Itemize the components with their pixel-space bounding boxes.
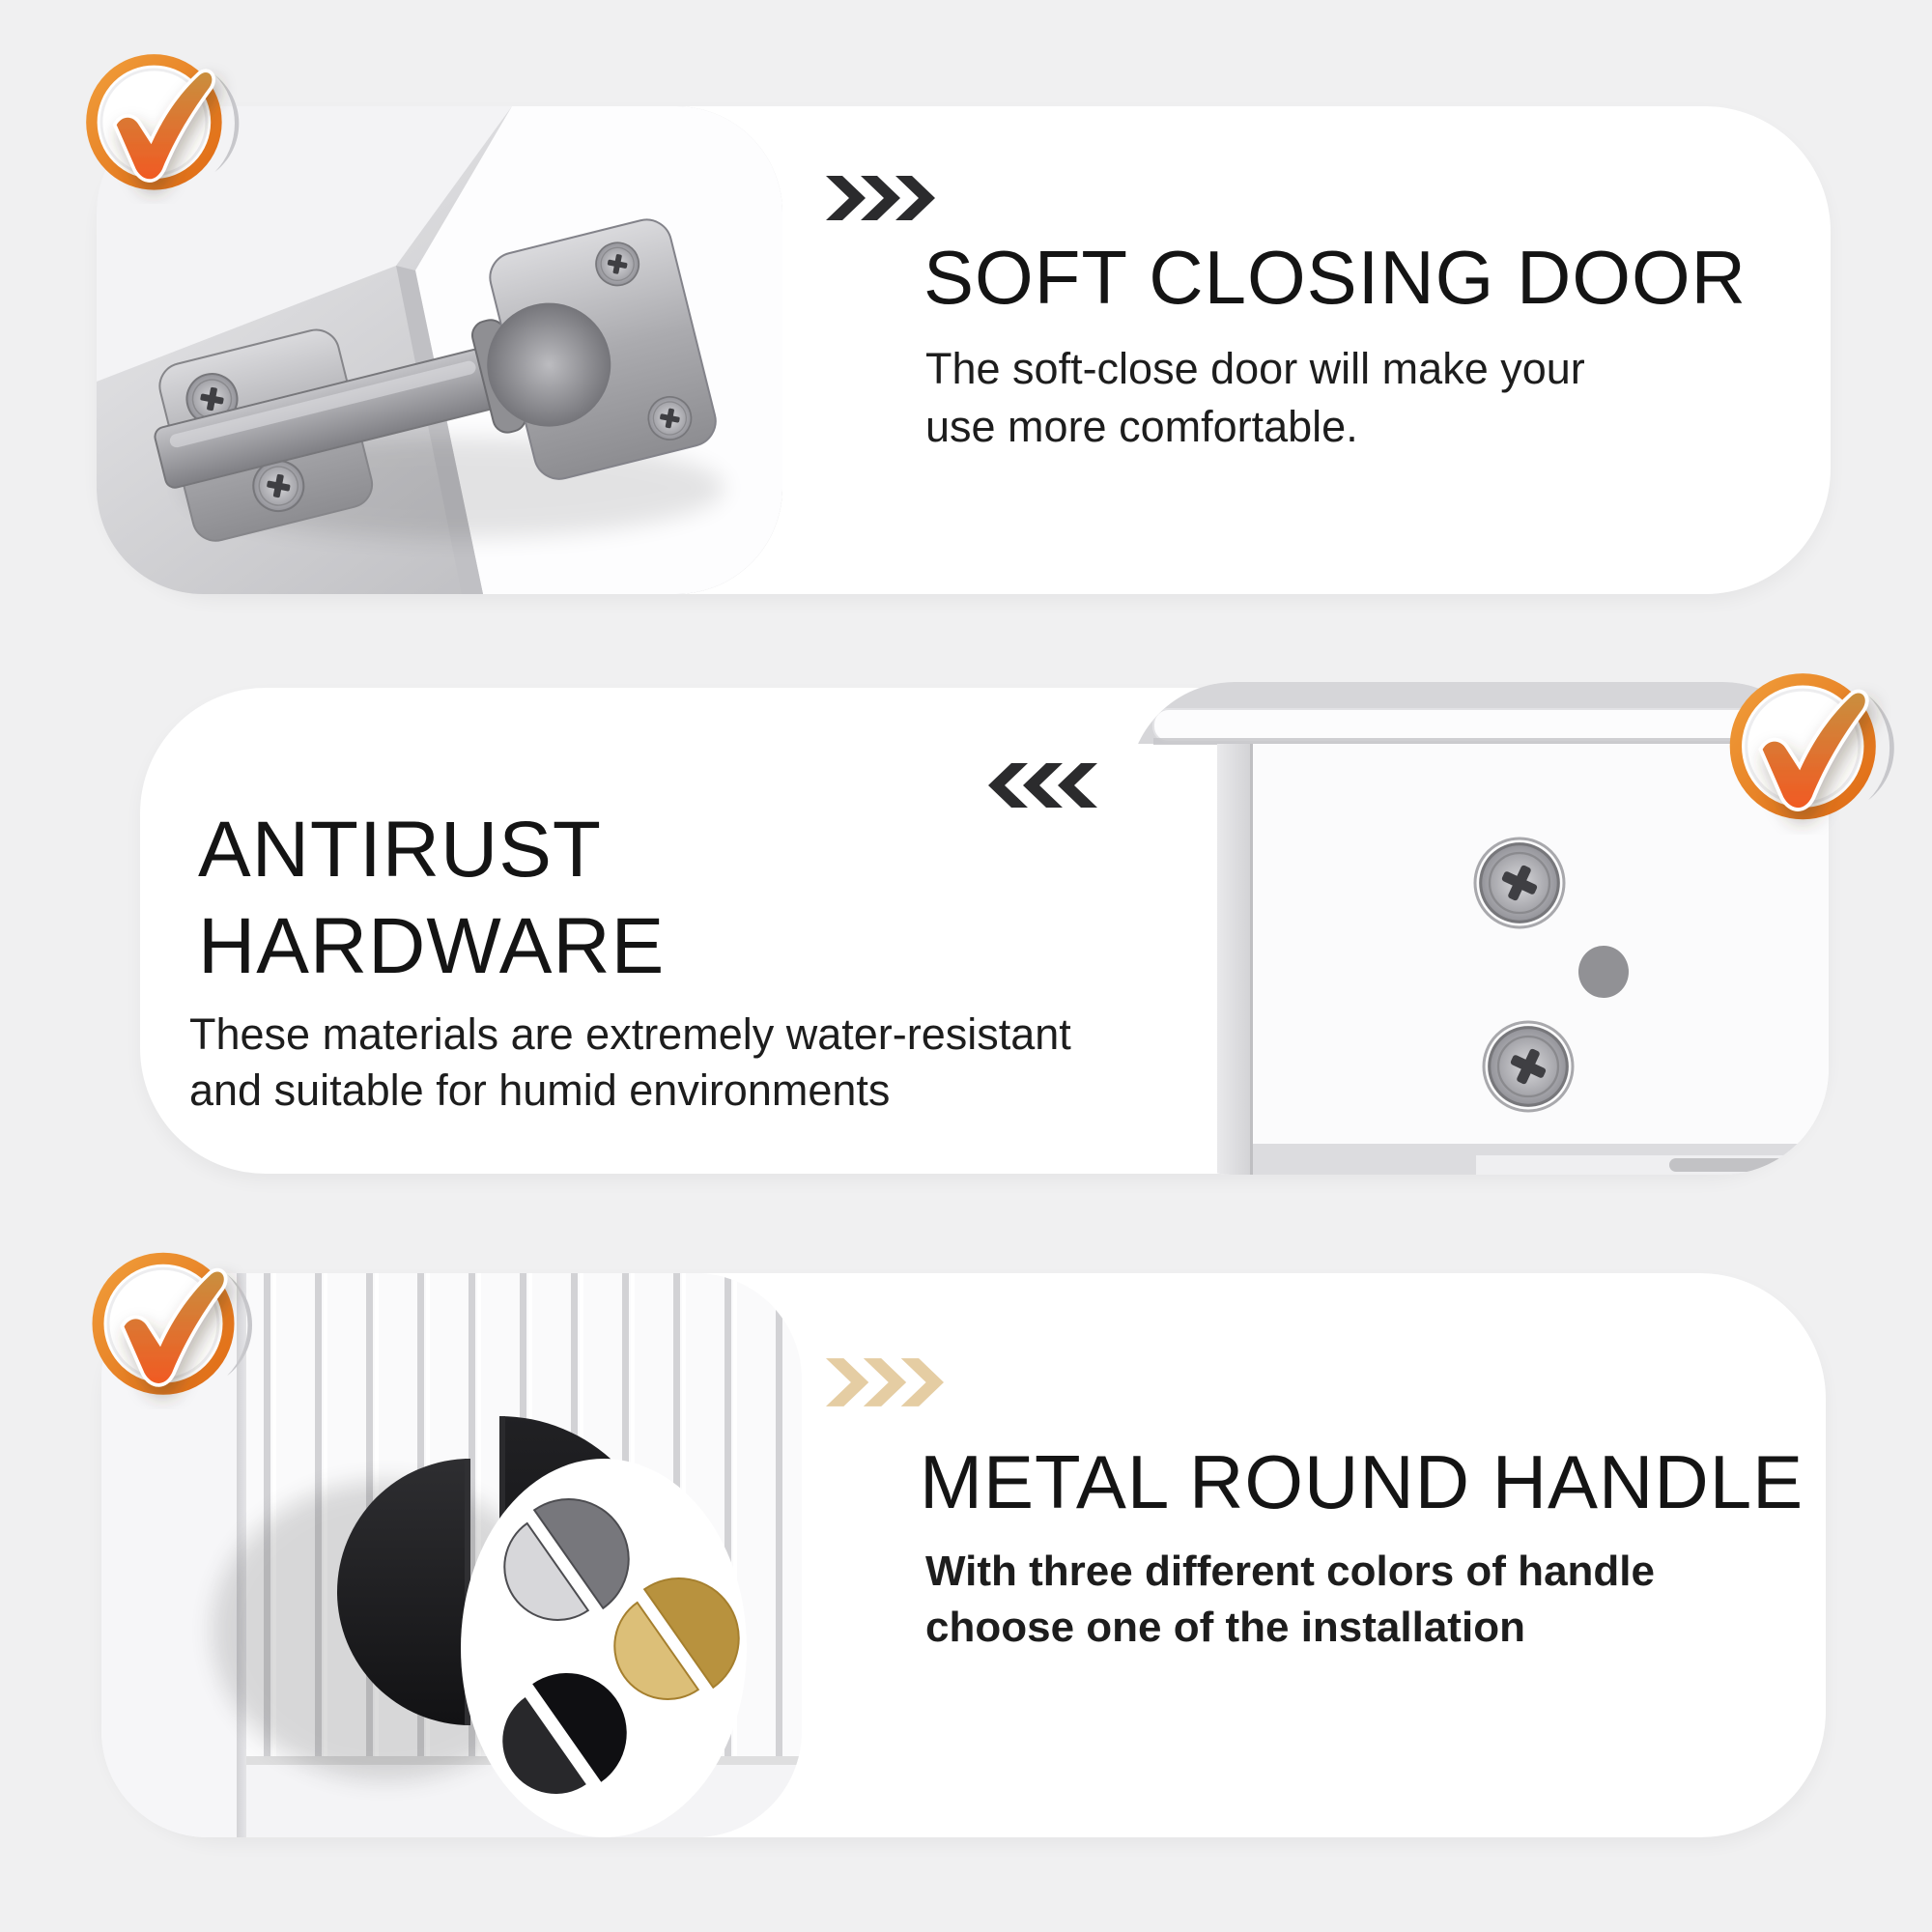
- section-body-metal-round-handle: [925, 1544, 1655, 1656]
- triple-chevron-right-icon: [826, 1358, 944, 1406]
- section-title-soft-closing-door: SOFT CLOSING DOOR: [923, 235, 1747, 320]
- triple-chevron-left-icon: [988, 763, 1097, 808]
- body-line: choose one of the installation: [925, 1604, 1525, 1651]
- body-line: The soft-close door will make your: [925, 344, 1585, 393]
- body-line: use more comfortable.: [925, 402, 1358, 451]
- section-body-soft-closing-door: [925, 340, 1585, 456]
- triple-chevron-right-icon: [826, 176, 935, 220]
- title-line: HARDWARE: [198, 902, 666, 990]
- section-title-antirust-hardware: [198, 802, 665, 995]
- check-badge-icon: [85, 1242, 259, 1409]
- section-title-metal-round-handle: METAL ROUND HANDLE: [920, 1439, 1804, 1524]
- check-badge-icon: [1722, 663, 1901, 835]
- body-line: and suitable for humid environments: [189, 1065, 891, 1115]
- title-line: ANTIRUST: [198, 806, 602, 894]
- body-line: With three different colors of handle: [925, 1548, 1655, 1595]
- body-line: These materials are extremely water-resistant: [189, 1009, 1071, 1059]
- check-badge-icon: [79, 44, 245, 204]
- section-body-antirust-hardware: [189, 1007, 1071, 1119]
